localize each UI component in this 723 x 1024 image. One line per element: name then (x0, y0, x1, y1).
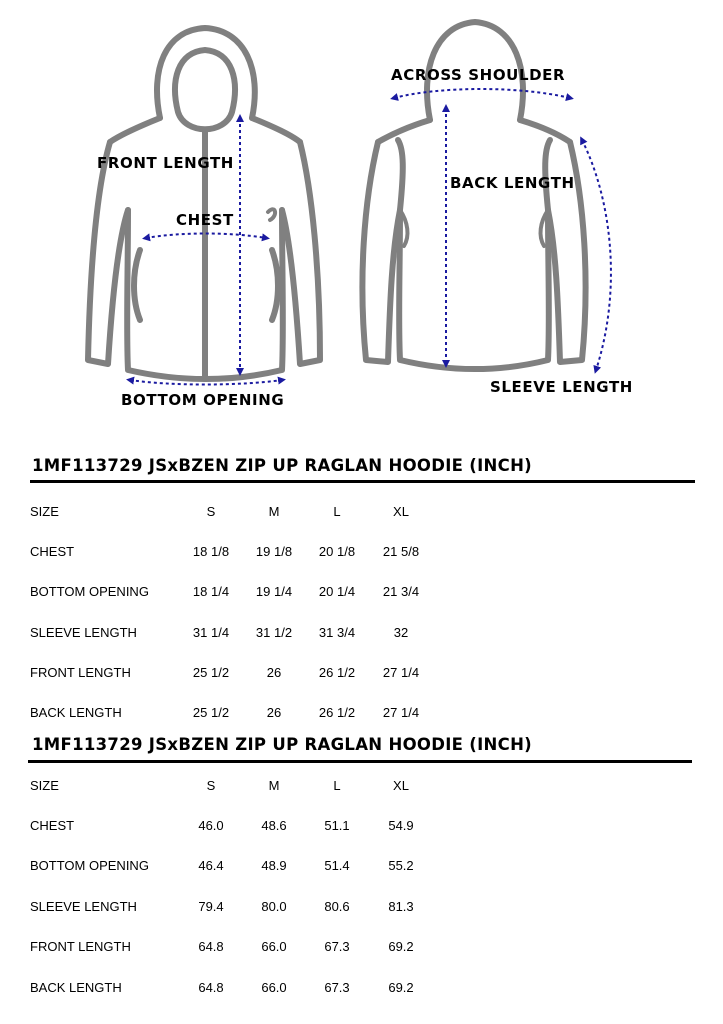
row-label: FRONT LENGTH (30, 939, 131, 954)
cell: 26 1/2 (318, 705, 356, 720)
table-header-row (0, 778, 723, 798)
across-shoulder-label: ACROSS SHOULDER (391, 66, 566, 84)
row-label: BACK LENGTH (30, 980, 122, 995)
cell: 31 1/4 (192, 625, 230, 640)
table-row (0, 705, 723, 725)
cell: 80.6 (324, 899, 350, 914)
cell: 54.9 (388, 818, 414, 833)
cell: 66.0 (261, 980, 287, 995)
table-row (0, 665, 723, 685)
cell: 27 1/4 (382, 705, 420, 720)
table-title: 1MF113729 JSxBZEN ZIP UP RAGLAN HOODIE (INCH) (32, 735, 533, 754)
cell: 51.4 (324, 858, 350, 873)
sleeve-length-label: SLEEVE LENGTH (490, 378, 633, 396)
header-m: M (268, 778, 280, 793)
cell: 26 (266, 705, 282, 720)
cell: 21 5/8 (382, 544, 420, 559)
row-label: CHEST (30, 544, 75, 559)
row-label: BOTTOM OPENING (30, 584, 149, 599)
cell: 51.1 (324, 818, 350, 833)
row-label: BACK LENGTH (30, 705, 122, 720)
cell: 20 1/8 (318, 544, 356, 559)
chest-label: CHEST (176, 211, 234, 229)
cell: 55.2 (388, 858, 414, 873)
cell: 46.0 (198, 818, 224, 833)
cell: 69.2 (388, 980, 414, 995)
table-row (0, 584, 723, 604)
row-label: SLEEVE LENGTH (30, 625, 137, 640)
cell: 27 1/4 (382, 665, 420, 680)
table-row (0, 899, 723, 919)
cell: 19 1/8 (255, 544, 293, 559)
table-row (0, 544, 723, 564)
cell: 20 1/4 (318, 584, 356, 599)
cell: 32 (393, 625, 409, 640)
bottom-opening-label: BOTTOM OPENING (121, 391, 285, 409)
table-rule (28, 760, 692, 763)
table-row (0, 818, 723, 838)
cell: 67.3 (324, 939, 350, 954)
cell: 18 1/4 (192, 584, 230, 599)
row-label: BOTTOM OPENING (30, 858, 149, 873)
header-size: SIZE (30, 504, 59, 519)
header-xl: XL (393, 504, 409, 519)
hoodie-illustration (0, 0, 723, 420)
cell: 80.0 (261, 899, 287, 914)
cell: 26 1/2 (318, 665, 356, 680)
header-m: M (268, 504, 280, 519)
cell: 48.9 (261, 858, 287, 873)
header-s: S (206, 778, 216, 793)
back-measure-lines (394, 89, 611, 370)
table-header-row (0, 504, 723, 524)
cell: 26 (266, 665, 282, 680)
header-l: L (333, 504, 341, 519)
table-title: 1MF113729 JSxBZEN ZIP UP RAGLAN HOODIE (INCH) (32, 456, 533, 475)
table-row (0, 939, 723, 959)
cell: 25 1/2 (192, 705, 230, 720)
cell: 67.3 (324, 980, 350, 995)
cell: 21 3/4 (382, 584, 420, 599)
cell: 25 1/2 (192, 665, 230, 680)
back-length-label: BACK LENGTH (450, 174, 575, 192)
row-label: CHEST (30, 818, 75, 833)
cell: 31 1/2 (255, 625, 293, 640)
cell: 48.6 (261, 818, 287, 833)
cell: 81.3 (388, 899, 414, 914)
cell: 19 1/4 (255, 584, 293, 599)
cell: 46.4 (198, 858, 224, 873)
row-label: SLEEVE LENGTH (30, 899, 137, 914)
table-row (0, 858, 723, 878)
cell: 64.8 (198, 980, 224, 995)
table-row (0, 625, 723, 645)
measurement-diagram (0, 0, 723, 420)
cell: 64.8 (198, 939, 224, 954)
row-label: FRONT LENGTH (30, 665, 131, 680)
cell: 31 3/4 (318, 625, 356, 640)
cell: 79.4 (198, 899, 224, 914)
table-rule (30, 480, 695, 483)
cell: 66.0 (261, 939, 287, 954)
table-row (0, 980, 723, 1000)
cell: 18 1/8 (192, 544, 230, 559)
front-length-label: FRONT LENGTH (97, 154, 234, 172)
header-s: S (206, 504, 216, 519)
front-hoodie (88, 28, 320, 379)
cell: 69.2 (388, 939, 414, 954)
header-l: L (333, 778, 341, 793)
header-xl: XL (393, 778, 409, 793)
header-size: SIZE (30, 778, 59, 793)
